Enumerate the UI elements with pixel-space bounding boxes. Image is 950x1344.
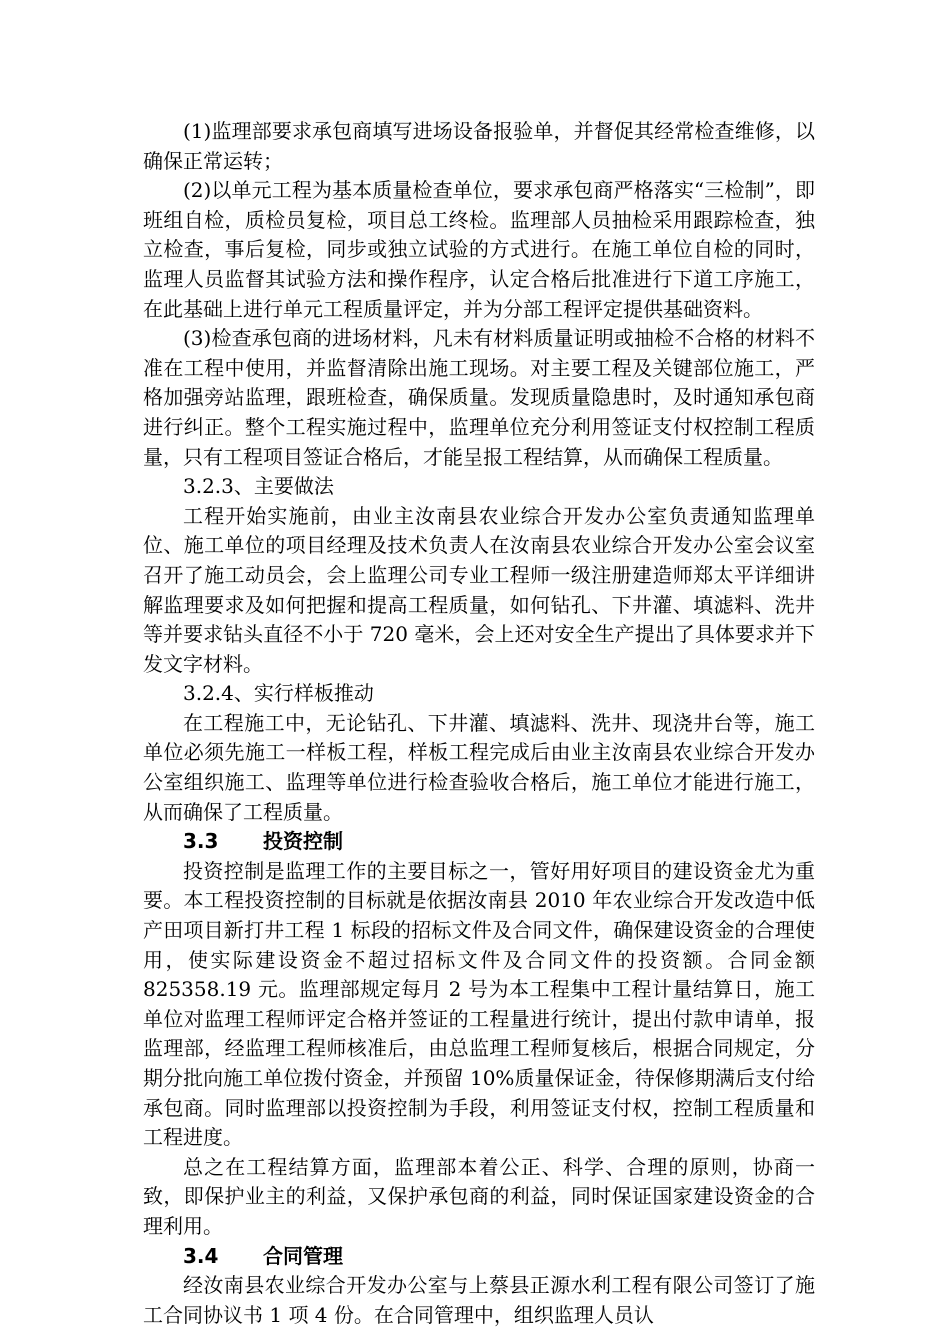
heading-3-3-title: 投资控制 <box>263 829 343 854</box>
heading-3-3 <box>143 827 815 857</box>
paragraph-equipment-check: (1)监理部要求承包商填写进场设备报验单，并督促其经常检查维修，以确保正常运转； <box>143 119 815 173</box>
document-page <box>143 117 815 1330</box>
subheading-3-2-4: 3.2.4、实行样板推动 <box>183 681 374 706</box>
paragraph-sample-project: 在工程施工中，无论钻孔、下井灌、填滤料、洗井、现浇井台等，施工单位必须先施工一样板工程，样板工程完成后由业主汝南县农业综合开发办公室组织施工、监理等单位进行检查验收合格后，施工单位才能进行施工，从而确保了工程质量。 <box>143 710 815 824</box>
heading-3-3-number: 3.3 <box>183 829 219 854</box>
heading-3-4-title: 合同管理 <box>263 1243 343 1268</box>
heading-3-4 <box>143 1242 815 1272</box>
paragraph-contract-management: 经汝南县农业综合开发办公室与上蔡县正源水利工程有限公司签订了施工合同协议书 1 项 4 份。在合同管理中，组织监理人员认 <box>143 1273 815 1327</box>
heading-3-4-number: 3.4 <box>183 1243 219 1268</box>
paragraph-quality-unit: (2)以单元工程为基本质量检查单位，要求承包商严格落实“三检制”，即班组自检，质检员复检，项目总工终检。监理部人员抽检采用跟踪检查，独立检查，事后复检，同步或独立试验的方式进行。在施工单位自检的同时，监理人员监督其试验方法和操作程序，认定合格后批准进行下道工序施工，在此基础上进行单元工程质量评定，并为分部工程评定提供基础资料。 <box>143 178 815 321</box>
paragraph-main-practice: 工程开始实施前，由业主汝南县农业综合开发办公室负责通知监理单位、施工单位的项目经理及技术负责人在汝南县农业综合开发办公室会议室召开了施工动员会，会上监理公司专业工程师一级注册建造师郑太平详细讲解监理要求及如何把握和提高工程质量，如何钻孔、下井灌、填滤料、洗井等并要求钻头直径不小于 720 毫米，会上还对安全生产提出了具体要求并下发文字材料。 <box>143 503 815 676</box>
paragraph-settlement-summary: 总之在工程结算方面，监理部本着公正、科学、合理的原则，协商一致，即保护业主的利益，又保护承包商的利益，同时保证国家建设资金的合理利用。 <box>143 1154 815 1238</box>
paragraph-investment-control: 投资控制是监理工作的主要目标之一，管好用好项目的建设资金尤为重要。本工程投资控制的目标就是依据汝南县 2010 年农业综合开发改造中低产田项目新打井工程 1 标段的招标文件及合同文件，确保建设资金的合理使用，使实际建设资金不超过招标文件及合同文件的投资额。合同金额 825358.19 元。监理部规定每月 2 号为本工程集中工程计量结算日，施工单位对监理工程师评定合格并签证的工程量进行统计，提出付款申请单，报监理部，经监理工程师核准后，由总监理工程师复核后，根据合同规定，分期分批向施工单位拨付资金，并预留 10%质量保证金，待保修期满后支付给承包商。同时监理部以投资控制为手段，利用签证支付权，控制工程质量和工程进度。 <box>143 858 815 1150</box>
paragraph-materials-check: (3)检查承包商的进场材料，凡未有材料质量证明或抽检不合格的材料不准在工程中使用，并监督清除出施工现场。对主要工程及关键部位施工，严格加强旁站监理，跟班检查，确保质量。发现质量隐患时，及时通知承包商进行纠正。整个工程实施过程中，监理单位充分利用签证支付权控制工程质量，只有工程项目签证合格后，才能呈报工程结算，从而确保工程质量。 <box>143 326 815 469</box>
subheading-3-2-3: 3.2.3、主要做法 <box>183 474 334 499</box>
